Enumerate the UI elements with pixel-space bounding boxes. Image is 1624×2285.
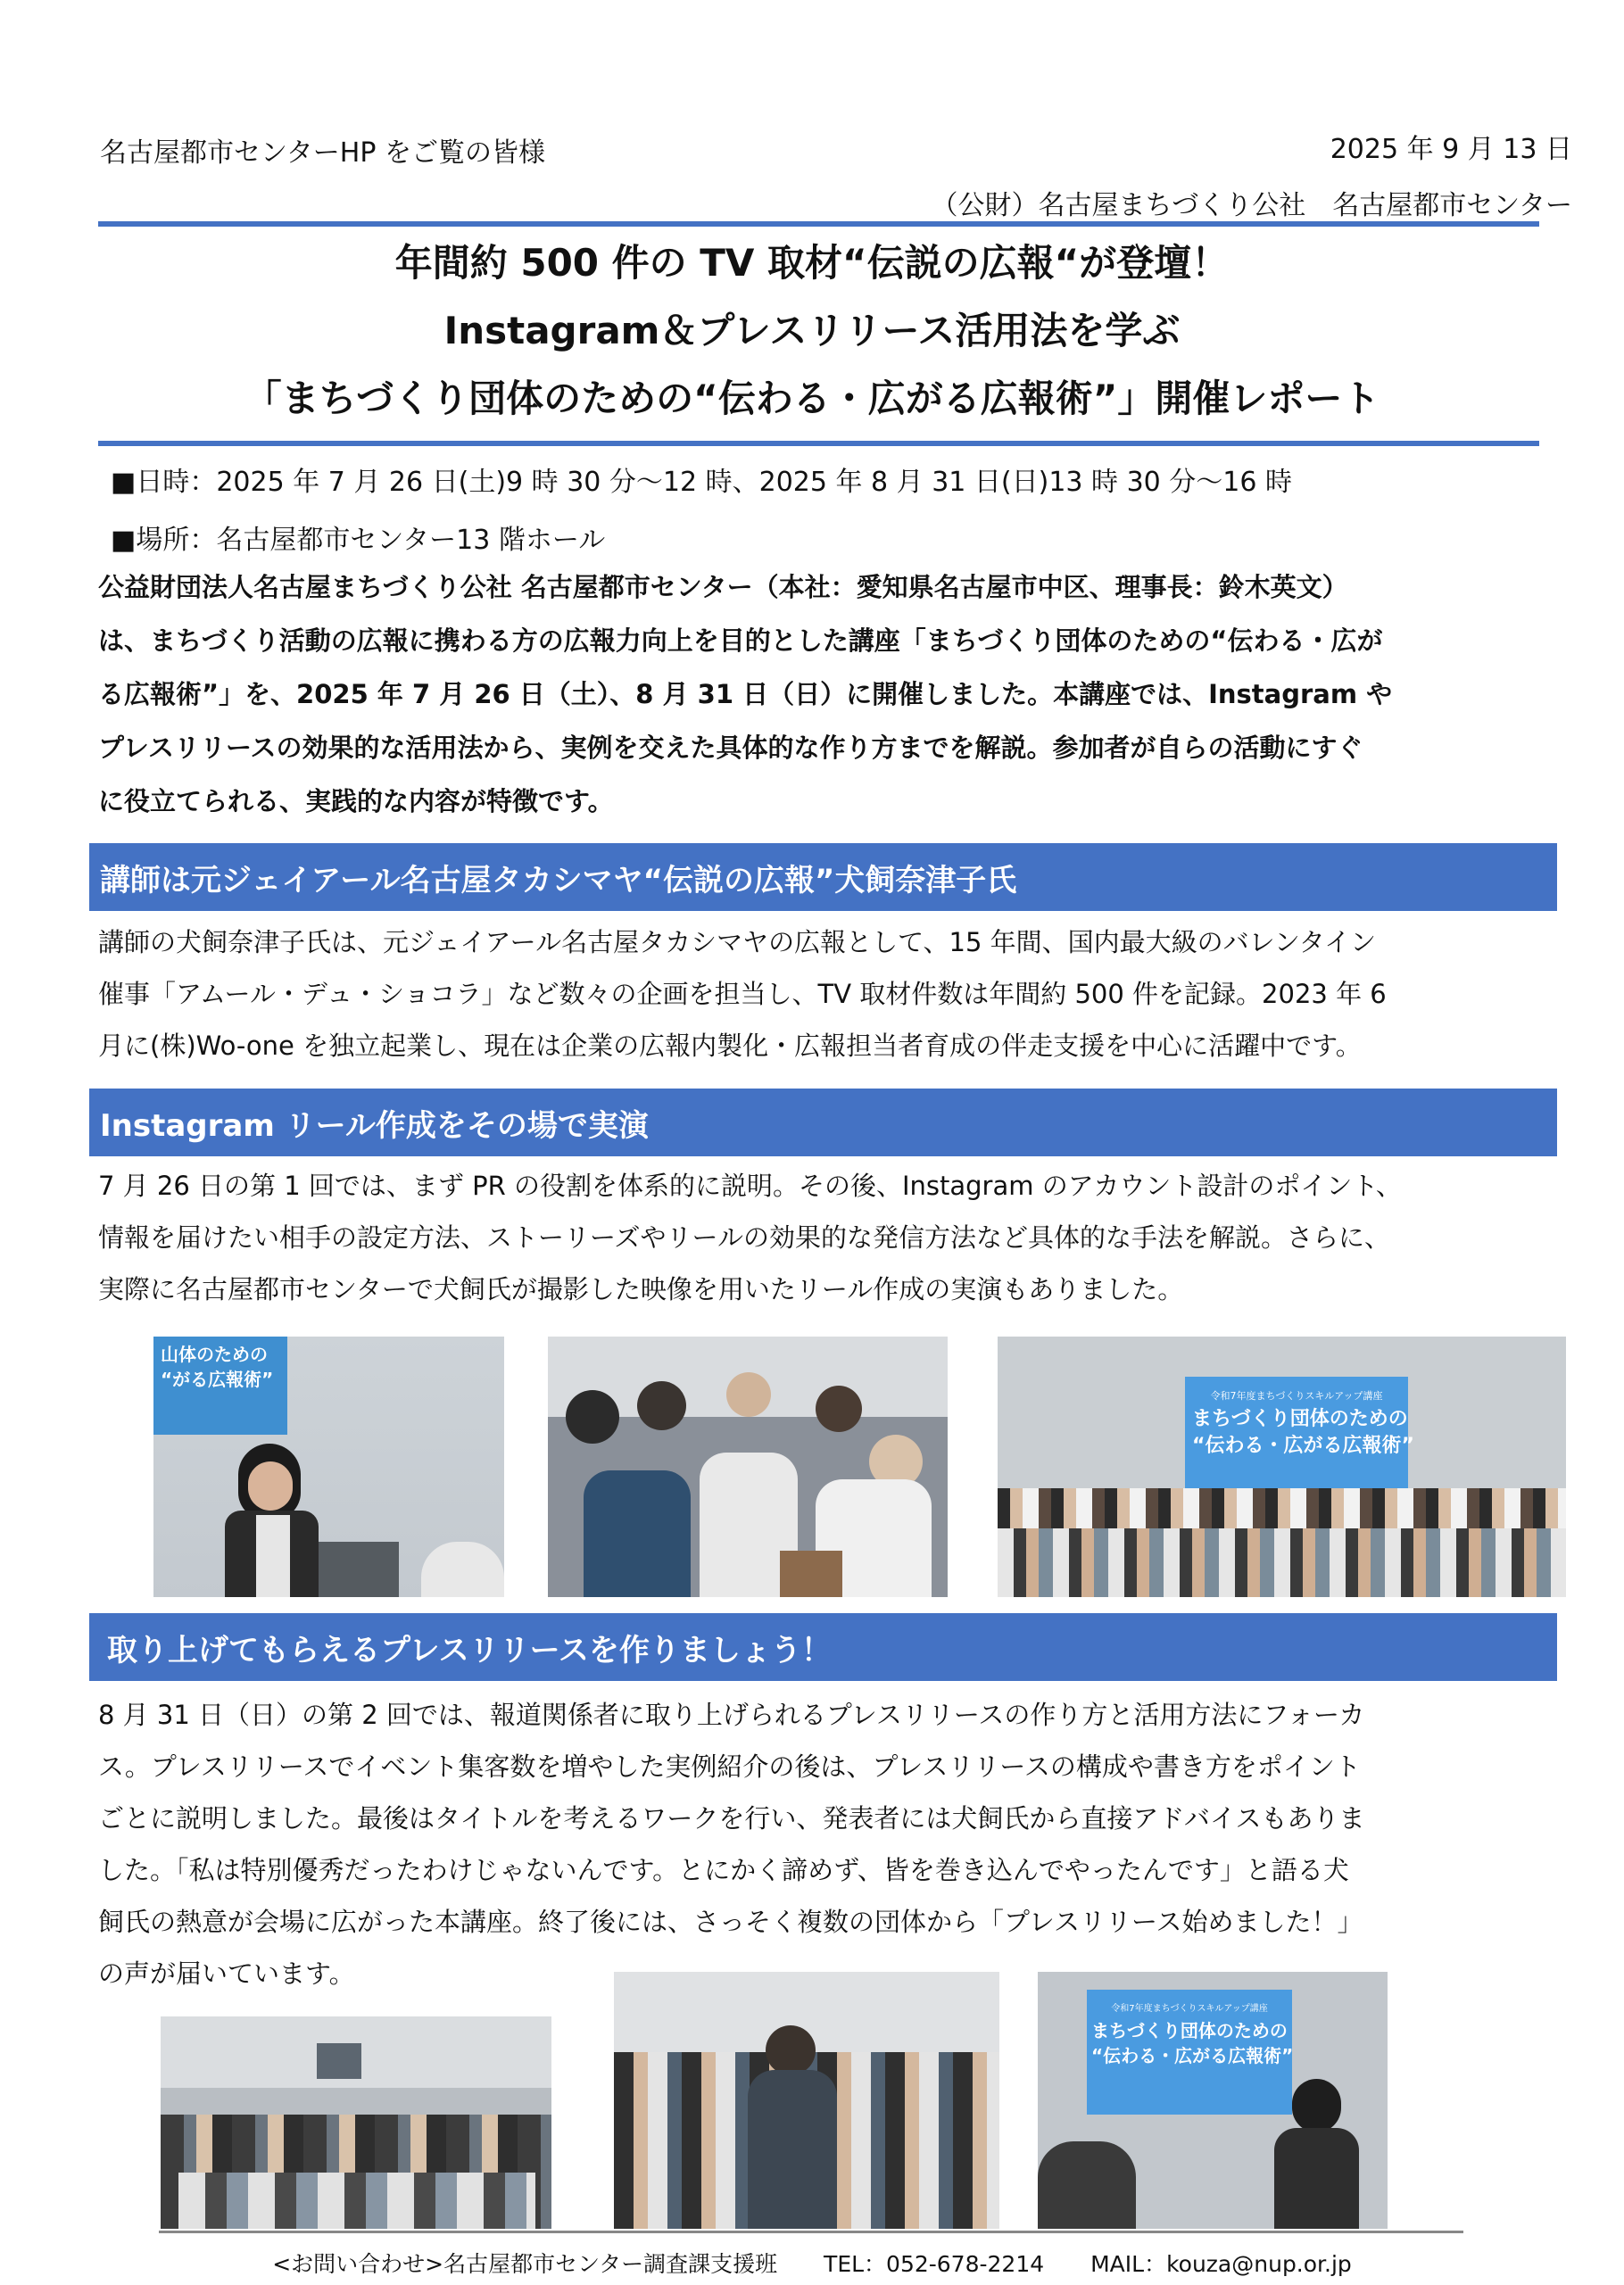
body-line: 7 月 26 日の第 1 回では、まず PR の役割を体系的に説明。その後、Instagram のアカウント設計のポイント、: [98, 1171, 1402, 1201]
photo-screen-text: 令和7年度まちづくりスキルアップ講座: [1210, 1390, 1383, 1402]
section-heading-instructor: 講師は元ジェイアール名古屋タカシマヤ“伝説の広報”犬飼奈津子氏: [89, 843, 1557, 911]
title-line-3: 「まちづくり団体のための“伝わる・広がる広報術”」開催レポート: [244, 377, 1380, 420]
photo-instructor-with-screen: [1038, 1972, 1388, 2229]
footer-mail[interactable]: MAIL：kouza@nup.or.jp: [1090, 2251, 1352, 2277]
photo-group-photo: [998, 1337, 1566, 1597]
photo-hall-audience: [161, 2016, 551, 2229]
photo-instructor-speaking: [153, 1337, 504, 1597]
title-bottom-rule: [98, 441, 1539, 446]
intro-line: に役立てられる、実践的な内容が特徴です。: [98, 786, 614, 816]
header-greeting: 名古屋都市センターHP をご覧の皆様: [100, 137, 545, 169]
intro-line: 公益財団法人名古屋まちづくり公社 名古屋都市センター（本社：愛知県名古屋市中区、理事長：鈴木英文）: [98, 572, 1348, 602]
footer-tel: TEL：052-678-2214: [824, 2251, 1045, 2277]
footer-rule: [159, 2231, 1463, 2233]
event-venue: ■場所：名古屋都市センター13 階ホール: [111, 525, 606, 556]
photo-screen-text: まちづくり団体のための “伝わる・広がる広報術”: [1192, 1408, 1414, 1457]
photo-screen-text: 山体のための “がる広報術”: [161, 1344, 274, 1390]
section-heading-press-release: 取り上げてもらえるプレスリリースを作りましょう！: [89, 1613, 1557, 1681]
body-line: 実際に名古屋都市センターで犬飼氏が撮影した映像を用いたリール作成の実演もありました。: [98, 1274, 1184, 1304]
intro-line: は、まちづくり活動の広報に携わる方の広報力向上を目的とした講座「まちづくり団体のための“伝わる・広が: [98, 625, 1383, 656]
photo-participant-presenting: [614, 1972, 999, 2229]
intro-line: プレスリリースの効果的な活用法から、実例を交えた具体的な作り方までを解説。参加者が自らの活動にすぐ: [98, 733, 1363, 763]
body-line: 8 月 31 日（日）の第 2 回では、報道関係者に取り上げられるプレスリリースの作り方と活用方法にフォーカ: [98, 1700, 1365, 1730]
intro-line: る広報術”」を、2025 年 7 月 26 日（土）、8 月 31 日（日）に開催しました。本講座では、Instagram や: [98, 679, 1393, 709]
body-line: 情報を届けたい相手の設定方法、ストーリーズやリールの効果的な発信方法など具体的な手法を解説。さらに、: [98, 1222, 1390, 1253]
title-line-1: 年間約 500 件の TV 取材“伝説の広報“が登壇！: [394, 241, 1230, 285]
body-line: 飼氏の熱意が会場に広がった本講座。終了後には、さっそく複数の団体から「プレスリリース始めました！」: [98, 1907, 1363, 1937]
section-heading-instagram: Instagram リール作成をその場で実演: [89, 1089, 1557, 1156]
body-line: した。「私は特別優秀だったわけじゃないんです。とにかく諦めず、皆を巻き込んでやったんです」と語る犬: [98, 1855, 1349, 1885]
title-line-2: Instagram＆プレスリリース活用法を学ぶ: [443, 309, 1181, 352]
body-line: ス。プレスリリースでイベント集客数を増やした実例紹介の後は、プレスリリースの構成や書き方をポイント: [98, 1751, 1361, 1782]
body-line: ごとに説明しました。最後はタイトルを考えるワークを行い、発表者には犬飼氏から直接アドバイスもありま: [98, 1803, 1365, 1834]
header-organization: （公財）名古屋まちづくり公社 名古屋都市センター: [931, 190, 1572, 221]
header-date: 2025 年 9 月 13 日: [1330, 134, 1572, 165]
photo-screen-text: 令和7年度まちづくりスキルアップ講座: [1111, 2004, 1268, 2014]
body-line: 月に(株)Wo-one を独立起業し、現在は企業の広報内製化・広報担当者育成の伴走支援を中心に活躍中です。: [98, 1031, 1362, 1061]
footer-contact: [0, 2247, 1624, 2279]
section-body-instagram: [98, 1160, 1562, 1315]
event-datetime: ■日時：2025 年 7 月 26 日(土)9 時 30 分～12 時、2025 年 8 月 31 日(日)13 時 30 分～16 時: [111, 467, 1292, 498]
photo-audience-discussion: [548, 1337, 948, 1597]
title-top-rule: [98, 221, 1539, 227]
section-body-instructor: [98, 916, 1562, 1072]
body-line: 催事「アムール・デュ・ショコラ」など数々の企画を担当し、TV 取材件数は年間約 500 件を記録。2023 年 6: [98, 979, 1387, 1009]
photo-screen-text: まちづくり団体のための “伝わる・広がる広報術”: [1091, 2020, 1294, 2066]
body-line: 講師の犬飼奈津子氏は、元ジェイアール名古屋タカシマヤの広報として、15 年間、国内最大級のバレンタイン: [98, 927, 1377, 957]
section-body-press-release: [98, 1689, 1562, 1999]
intro-paragraph: [98, 560, 1544, 828]
footer-contact-label: <お問い合わせ>名古屋都市センター調査課支援班: [272, 2251, 778, 2277]
body-line: の声が届いています。: [98, 1958, 355, 1989]
